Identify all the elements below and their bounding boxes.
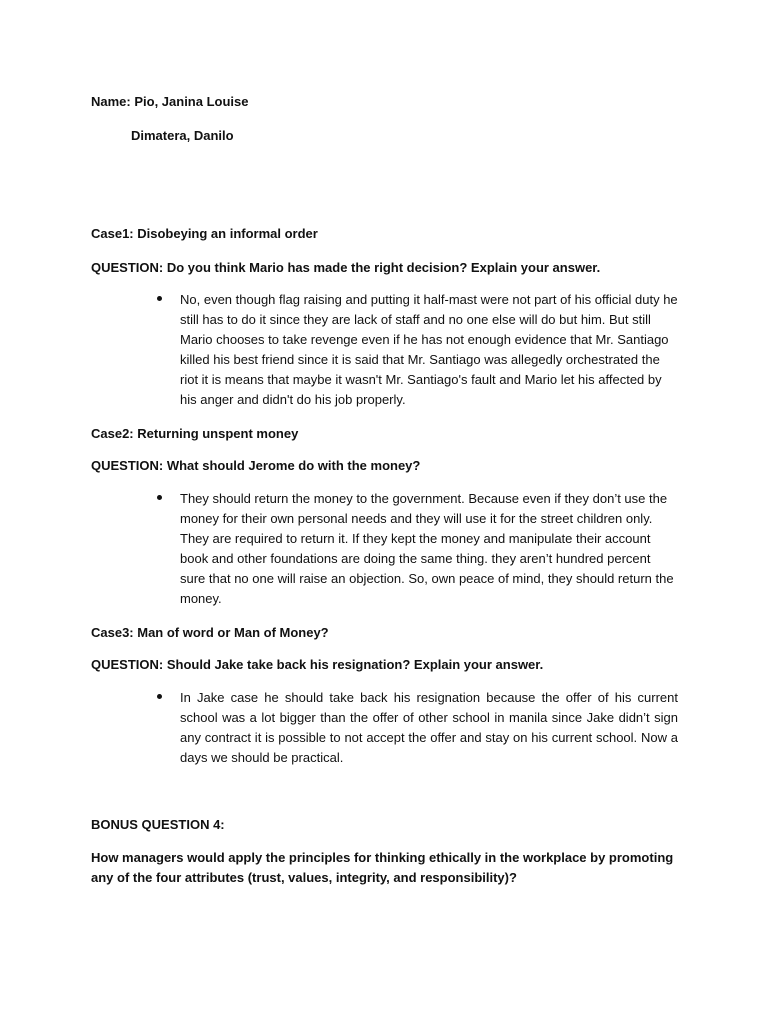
- case3-question: QUESTION: Should Jake take back his resignation? Explain your answer.: [91, 657, 544, 672]
- case1-question: QUESTION: Do you think Mario has made the right decision? Explain your answer.: [91, 260, 601, 275]
- bonus-title: BONUS QUESTION 4:: [91, 817, 225, 832]
- case2-question: QUESTION: What should Jerome do with the money?: [91, 458, 421, 473]
- case3-answer: In Jake case he should take back his resignation because the offer of his current school was a lot bigger than the offer of other school in manila since Jake didn’t sign any contract it is possible to not accept the offer and stay on his current school. Now a days we should be practical.: [180, 690, 678, 765]
- bullet-icon: [157, 489, 165, 497]
- name-second-line: Dimatera, Danilo: [131, 128, 234, 143]
- bullet-icon: [157, 290, 165, 298]
- bonus-question: How managers would apply the principles for thinking ethically in the workplace by promoting any of the four attributes (trust, values, integrity, and responsibility)?: [91, 850, 674, 885]
- case1-title: Case1: Disobeying an informal order: [91, 226, 318, 241]
- case3-title: Case3: Man of word or Man of Money?: [91, 625, 329, 640]
- bullet-icon: [157, 688, 165, 696]
- name-line: Name: Pio, Janina Louise: [91, 94, 249, 109]
- case1-answer: No, even though flag raising and putting it half-mast were not part of his official duty he still has to do it since they are lack of staff and no one else will do but him. But still Mario chooses to take revenge even if he has not enough evidence that Mr. Santiago killed his best friend since it is said that Mr. Santiago was allegedly orchestrated the riot it is means that maybe it wasn't Mr. Santiago's fault and Mario let his affected by his anger and didn't do his job properly.: [180, 292, 678, 407]
- case2-title: Case2: Returning unspent money: [91, 426, 299, 441]
- case2-answer: They should return the money to the government. Because even if they don’t use the money for their own personal needs and they will use it for the street children only. They are required to return it. If they kept the money and manipulate their account book and other foundations are doing the same thing. they aren’t hundred percent sure that no one will raise an objection. So, own peace of mind, they should return the money.: [180, 491, 674, 606]
